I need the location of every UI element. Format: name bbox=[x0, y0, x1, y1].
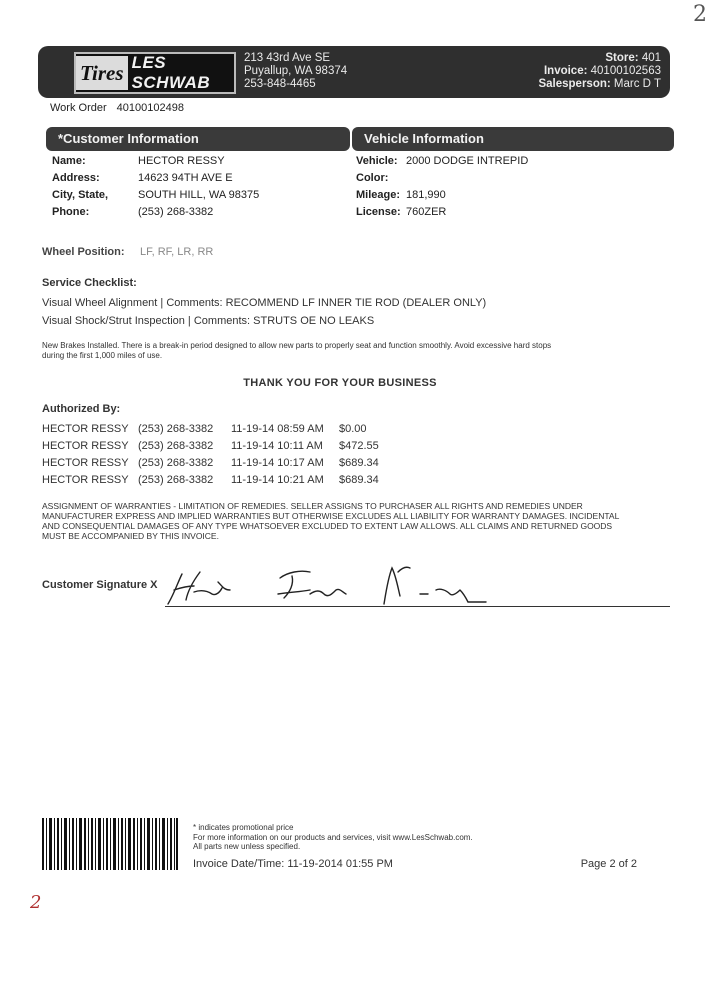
address-line1: 213 43rd Ave SE bbox=[244, 52, 331, 64]
mileage-label: Mileage: bbox=[356, 189, 401, 201]
handwritten-page-mark: 2 bbox=[693, 2, 707, 27]
auth-phone: (253) 268-3382 bbox=[138, 440, 214, 452]
customer-signature-label: Customer Signature X bbox=[42, 579, 158, 591]
service-item: Visual Shock/Strut Inspection | Comments: STRUTS OE NO LEAKS bbox=[42, 315, 375, 327]
customer-city: SOUTH HILL, WA 98375 bbox=[138, 189, 260, 201]
auth-datetime: 11-19-14 10:17 AM bbox=[231, 457, 324, 469]
barcode bbox=[42, 818, 178, 870]
address-label: Address: bbox=[52, 172, 100, 184]
more-info-note: For more information on our products and services, visit www.LesSchwab.com. bbox=[193, 832, 473, 842]
warranty-text bbox=[42, 501, 667, 541]
wheel-position-value: LF, RF, LR, RR bbox=[140, 246, 214, 258]
work-order-label: Work Order bbox=[50, 102, 107, 114]
store-address bbox=[244, 52, 347, 91]
auth-name: HECTOR RESSY bbox=[42, 423, 129, 435]
auth-phone: (253) 268-3382 bbox=[138, 474, 214, 486]
mileage-value: 181,990 bbox=[406, 189, 446, 201]
auth-datetime: 11-19-14 08:59 AM bbox=[231, 423, 324, 435]
phone-label: Phone: bbox=[52, 206, 90, 218]
les-schwab-logo bbox=[74, 52, 236, 94]
salesperson-label: Salesperson: bbox=[538, 78, 611, 90]
store-info bbox=[538, 52, 661, 91]
auth-name: HECTOR RESSY bbox=[42, 457, 129, 469]
invoice-label: Invoice: bbox=[543, 65, 588, 77]
auth-phone: (253) 268-3382 bbox=[138, 457, 214, 469]
footer-notes bbox=[193, 823, 473, 852]
warranty-line: MUST BE ACCOMPANIED BY THIS INVOICE. bbox=[42, 531, 219, 541]
customer-phone: (253) 268-3382 bbox=[138, 206, 214, 218]
authorization-row bbox=[42, 457, 379, 469]
license-value: 760ZER bbox=[406, 206, 447, 218]
warranty-line: ASSIGNMENT OF WARRANTIES - LIMITATION OF REMEDIES. SELLER ASSIGNS TO PURCHASER ALL RIGHTS AND REMEDIES UNDER bbox=[42, 501, 583, 511]
thank-you-text: THANK YOU FOR YOUR BUSINESS bbox=[243, 377, 437, 389]
handwritten-red-mark: 2 bbox=[30, 892, 42, 913]
store-value: 401 bbox=[641, 52, 661, 64]
license-label: License: bbox=[356, 206, 401, 218]
customer-address: 14623 94TH AVE E bbox=[138, 172, 233, 184]
auth-amount: $689.34 bbox=[339, 457, 379, 469]
address-line2: Puyallup, WA 98374 bbox=[244, 65, 348, 77]
warranty-line: AND CONSEQUENTIAL DAMAGES OF ANY TYPE WHATSOEVER EXCLUDED TO EXTENT LAW ALLOWS. ALL CLAIMS AND RETURNED GOODS bbox=[42, 521, 613, 531]
store-label: Store: bbox=[605, 52, 639, 64]
customer-info-heading: *Customer Information bbox=[46, 127, 350, 151]
auth-amount: $689.34 bbox=[339, 474, 379, 486]
auth-phone: (253) 268-3382 bbox=[138, 423, 214, 435]
name-label: Name: bbox=[52, 155, 86, 167]
authorized-by-heading: Authorized By: bbox=[42, 403, 121, 415]
promo-note: * indicates promotional price bbox=[193, 823, 294, 832]
brakes-note-line1: New Brakes Installed. There is a break-in period designed to allow new parts to properly seat and function smoothly. Avoid excessive hard stops bbox=[42, 341, 552, 350]
page-number: Page 2 of 2 bbox=[580, 858, 637, 870]
parts-note: All parts new unless specified. bbox=[193, 842, 301, 851]
authorization-row bbox=[42, 423, 367, 435]
customer-name: HECTOR RESSY bbox=[138, 155, 225, 167]
auth-name: HECTOR RESSY bbox=[42, 440, 129, 452]
signature-line bbox=[165, 606, 670, 607]
invoice-datetime: Invoice Date/Time: 11-19-2014 01:55 PM bbox=[193, 858, 393, 870]
authorization-row bbox=[42, 440, 379, 452]
vehicle-label: Vehicle: bbox=[356, 155, 398, 167]
logo-tires-text: Tires bbox=[76, 56, 128, 90]
handwritten-signature bbox=[160, 560, 500, 608]
salesperson-value: Marc D T bbox=[613, 78, 661, 90]
logo-brand-text: LES SCHWAB bbox=[131, 53, 211, 92]
store-phone: 253-848-4465 bbox=[244, 78, 316, 90]
city-label: City, State, bbox=[52, 189, 109, 201]
warranty-line: MANUFACTURER EXPRESS AND IMPLIED WARRANTIES BUT OTHERWISE EXCLUDES ALL LIABILITY FOR WARRANTY DAMAGES. INCIDENTAL bbox=[42, 511, 620, 521]
auth-datetime: 11-19-14 10:21 AM bbox=[231, 474, 324, 486]
work-order-value: 40100102498 bbox=[116, 102, 184, 114]
wheel-position-label: Wheel Position: bbox=[42, 246, 125, 258]
auth-datetime: 11-19-14 10:11 AM bbox=[231, 440, 323, 452]
vehicle-value: 2000 DODGE INTREPID bbox=[406, 155, 529, 167]
auth-amount: $472.55 bbox=[339, 440, 379, 452]
color-label: Color: bbox=[356, 172, 389, 184]
vehicle-info-heading: Vehicle Information bbox=[352, 127, 674, 151]
auth-amount: $0.00 bbox=[339, 423, 367, 435]
service-item: Visual Wheel Alignment | Comments: RECOMMEND LF INNER TIE ROD (DEALER ONLY) bbox=[42, 297, 487, 309]
invoice-value: 40100102563 bbox=[590, 65, 661, 77]
auth-name: HECTOR RESSY bbox=[42, 474, 129, 486]
service-checklist-heading: Service Checklist: bbox=[42, 277, 137, 289]
work-order bbox=[50, 102, 184, 114]
brakes-note-line2: during the first 1,000 miles of use. bbox=[42, 351, 163, 360]
authorization-row bbox=[42, 474, 379, 486]
